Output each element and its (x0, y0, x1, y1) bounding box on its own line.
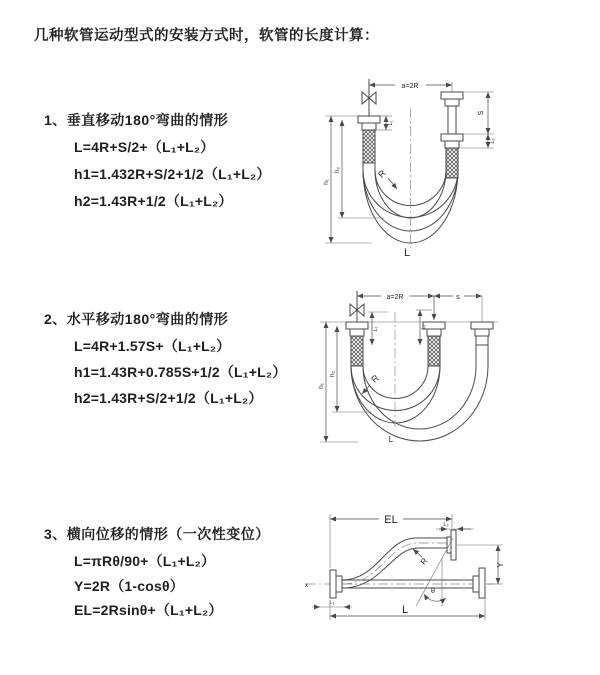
s-label: S (478, 110, 485, 116)
centerline-mark: x (305, 583, 308, 589)
el-label: EL (384, 514, 398, 526)
radius-label: R (376, 168, 388, 180)
h1-label: h₁ (323, 179, 330, 185)
length-label: L (388, 435, 394, 444)
theta-label: θ (431, 588, 435, 595)
section-3-formula-L: L=πRθ/90+（L₁+L₂） (74, 553, 216, 569)
fitting-dimensions (368, 310, 432, 345)
radius-label: R (418, 556, 430, 567)
radius-label: R (369, 372, 381, 385)
braid-section (428, 336, 440, 366)
section-1-formula-L: L=4R+S/2+（L₁+L₂） (74, 139, 215, 155)
left-flange (330, 570, 342, 598)
el-dimension (330, 512, 452, 568)
section-1-heading: 1、垂直移动180°弯曲的情形 (44, 112, 229, 128)
l1-label: L₁ (373, 326, 379, 332)
diagram-vertical-180 (312, 70, 594, 265)
radius-annotation (413, 549, 430, 566)
y-label: Y (496, 562, 505, 568)
radius-annotation (376, 168, 397, 189)
fitting1-dimension (312, 600, 352, 607)
page-title: 几种软管运动型式的安装方式时，软管的长度计算： (34, 28, 379, 44)
fitting2-dimension (436, 522, 474, 529)
l1-label: L₁ (329, 600, 335, 606)
valve-icon (350, 291, 364, 322)
section-1-formula-h2: h2=1.43R+1/2（L₁+L₂） (74, 193, 233, 209)
right-leg-fitting (441, 92, 463, 178)
shifted-leg-fitting (471, 322, 493, 366)
l2-label: L₂ (490, 138, 496, 144)
span-label: a=2R (401, 83, 419, 90)
l2-label: L₂ (443, 522, 449, 528)
section-2-formula-h2: h2=1.43R+S/2+1/2（L₁+L₂） (74, 390, 263, 406)
curved-hose (342, 530, 456, 588)
diagram-lateral-displacement (298, 502, 590, 630)
span-dimension (369, 79, 452, 92)
braid-section (363, 130, 375, 163)
height-dimensions (318, 322, 372, 442)
length-label: L (404, 247, 411, 259)
section-1-formula-h1: h1=1.432R+S/2+1/2（L₁+L₂） (74, 166, 271, 182)
span-dimension (357, 290, 482, 322)
stroke-dimension (459, 92, 496, 148)
l1-label: L₁ (388, 120, 394, 126)
section-2-formula-L: L=4R+1.57S+（L₁+L₂） (74, 338, 231, 354)
section-3-formula-EL: EL=2Rsinθ+（L₁+L₂） (74, 602, 223, 618)
length-label: L (402, 604, 409, 616)
length-dimension (330, 598, 485, 620)
braid-section (446, 148, 458, 178)
h1-label: h₁ (318, 383, 325, 389)
section-3-formula-Y: Y=2R（1-cosθ） (74, 578, 184, 594)
valve-icon (362, 79, 376, 116)
l2-label: L₂ (421, 324, 427, 330)
left-leg-fitting (358, 116, 380, 170)
shift-label: s (456, 294, 460, 301)
h2-label: h₂ (334, 166, 341, 174)
section-2-heading: 2、水平移动180°弯曲的情形 (44, 311, 229, 327)
h2-label: h₂ (329, 370, 336, 378)
diagram-horizontal-180 (312, 282, 594, 470)
span-label: a=2R (386, 294, 404, 301)
braid-section (351, 336, 363, 366)
left-leg-fitting (346, 322, 368, 366)
section-3-heading: 3、横向位移的情形（一次性变位） (44, 526, 270, 542)
section-2-formula-h1: h1=1.43R+0.785S+1/2（L₁+L₂） (74, 364, 287, 380)
